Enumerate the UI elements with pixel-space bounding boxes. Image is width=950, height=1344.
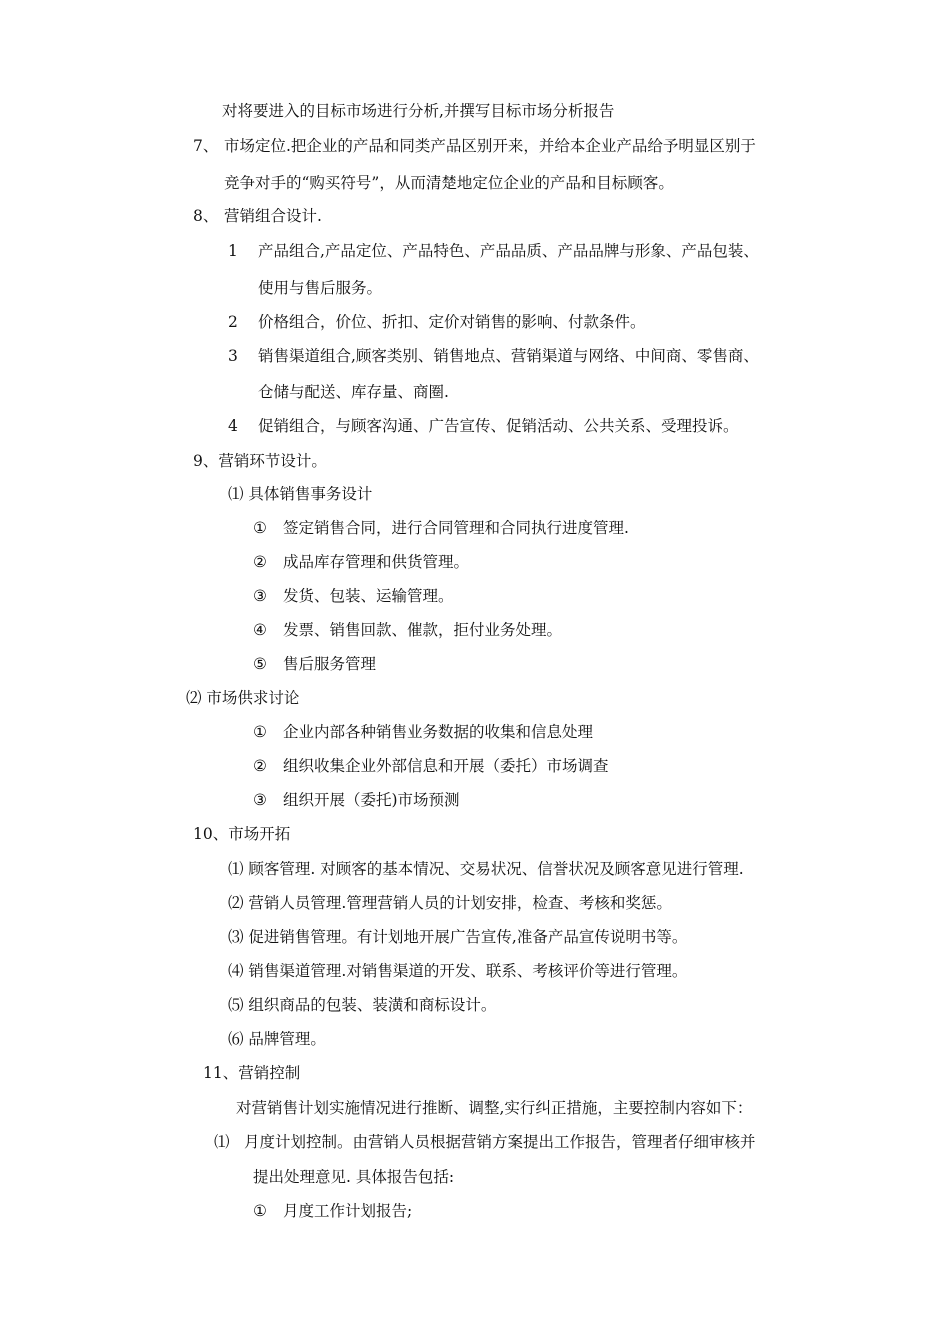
paragraph-line: 价格组合，价位、折扣、定价对销售的影响、付款条件。 xyxy=(258,313,646,331)
item-number: ① xyxy=(253,519,267,537)
paragraph-line: 成品库存管理和供货管理。 xyxy=(283,553,470,571)
list-item: ⑴ 顾客管理. 对顾客的基本情况、交易状况、信誉状况及顾客意见进行管理. xyxy=(228,860,744,878)
item-number: ③ xyxy=(253,791,267,809)
paragraph-line: 企业内部各种销售业务数据的收集和信息处理 xyxy=(283,723,594,741)
item-number: ⑤ xyxy=(253,655,267,673)
paragraph-line: 使用与售后服务。 xyxy=(258,279,383,297)
list-item: ⑶ 促进销售管理。有计划地开展广告宣传,准备产品宣传说明书等。 xyxy=(228,928,688,946)
list-item: ⑹ 品牌管理。 xyxy=(228,1030,326,1048)
sub-heading: ⑴ 具体销售事务设计 xyxy=(228,485,373,503)
item-number: ⑴ xyxy=(214,1133,230,1151)
paragraph-line: 月度工作计划报告; xyxy=(283,1202,413,1220)
paragraph-line: 组织开展（委托)市场预测 xyxy=(283,791,460,809)
item-number: 4 xyxy=(228,417,238,435)
item-number: ① xyxy=(253,1202,267,1220)
item-number: 3 xyxy=(228,347,238,365)
item-number: 2 xyxy=(228,313,238,331)
item-number: 8、 xyxy=(193,207,219,225)
paragraph-line: 促销组合，与顾客沟通、广告宣传、促销活动、公共关系、受理投诉。 xyxy=(258,417,739,435)
paragraph-line: 市场定位.把企业的产品和同类产品区别开来，并给本企业产品给予明显区别于 xyxy=(224,137,756,155)
paragraph-line: 发票、销售回款、催款，拒付业务处理。 xyxy=(283,621,563,639)
paragraph-line: 产品组合,产品定位、产品特色、产品品质、产品品牌与形象、产品包装、 xyxy=(258,242,759,260)
item-number: ① xyxy=(253,723,267,741)
item-number: 7、 xyxy=(193,137,219,155)
paragraph-line: 仓储与配送、库存量、商圈. xyxy=(258,383,449,401)
paragraph-line: 组织收集企业外部信息和开展（委托）市场调查 xyxy=(283,757,609,775)
paragraph-line: 月度计划控制。由营销人员根据营销方案提出工作报告，管理者仔细审核并 xyxy=(244,1133,756,1151)
paragraph-line: 签定销售合同，进行合同管理和合同执行进度管理. xyxy=(283,519,629,537)
list-item: ⑵ 营销人员管理.管理营销人员的计划安排，检查、考核和奖惩。 xyxy=(228,894,672,912)
paragraph-line: 提出处理意见. 具体报告包括: xyxy=(253,1168,455,1186)
list-item: ⑷ 销售渠道管理.对销售渠道的开发、联系、考核评价等进行管理。 xyxy=(228,962,688,980)
item-number: 1 xyxy=(228,242,238,260)
item-number: ② xyxy=(253,757,267,775)
item-number: ② xyxy=(253,553,267,571)
section-heading: 9、营销环节设计。 xyxy=(193,452,327,470)
paragraph-line: 对营销售计划实施情况进行推断、调整,实行纠正措施，主要控制内容如下： xyxy=(236,1099,753,1117)
paragraph-line: 售后服务管理 xyxy=(283,655,377,673)
section-heading: 11、营销控制 xyxy=(203,1064,301,1082)
paragraph-line: 对将要进入的目标市场进行分析,并撰写目标市场分析报告 xyxy=(222,102,615,120)
section-heading: 营销组合设计. xyxy=(224,207,322,225)
list-item: ⑸ 组织商品的包装、装潢和商标设计。 xyxy=(228,996,497,1014)
item-number: ④ xyxy=(253,621,267,639)
item-number: ③ xyxy=(253,587,267,605)
section-heading: 10、市场开拓 xyxy=(193,825,291,843)
paragraph-line: 销售渠道组合,顾客类别、销售地点、营销渠道与网络、中间商、零售商、 xyxy=(258,347,759,365)
paragraph-line: 发货、包装、运输管理。 xyxy=(283,587,454,605)
sub-heading: ⑵ 市场供求讨论 xyxy=(186,689,300,707)
paragraph-line: 竞争对手的“购买符号”，从而清楚地定位企业的产品和目标顾客。 xyxy=(224,174,674,192)
